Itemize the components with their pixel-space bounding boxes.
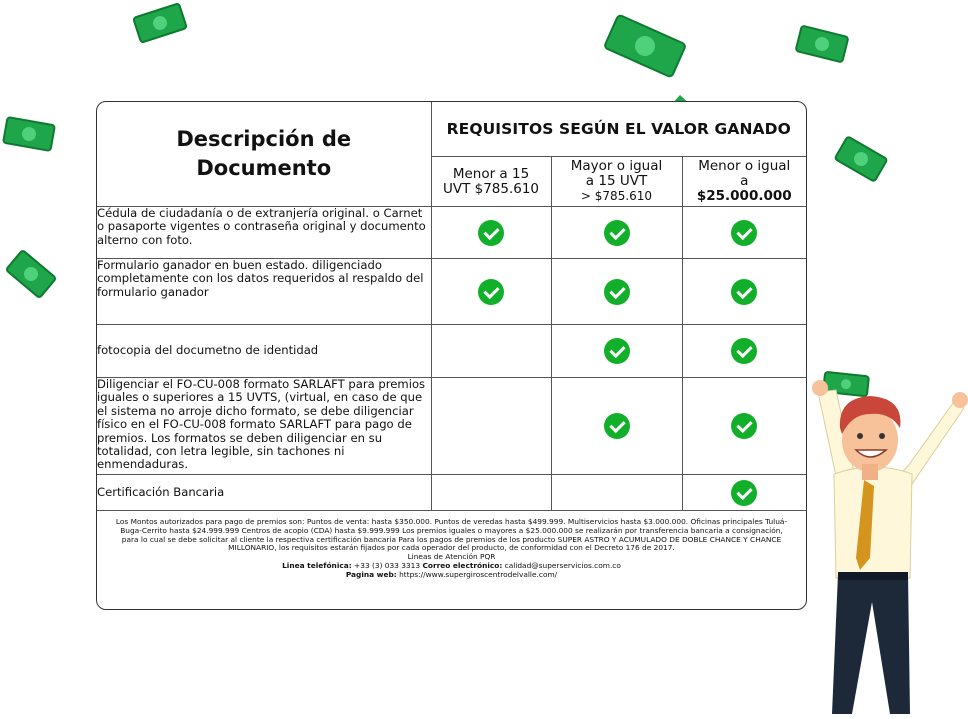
- footer-contact-line: Linea telefónica: +33 (3) 033 3313 Correo electrónico: calidad@superservicios.com.co: [282, 560, 621, 570]
- money-bill-icon: [130, 2, 190, 44]
- check-cell: [431, 207, 551, 259]
- money-bill-icon: [0, 112, 58, 156]
- check-circle-icon: [604, 220, 630, 246]
- check-circle-icon: [478, 220, 504, 246]
- table-row: [97, 378, 806, 475]
- column-header-mayor-15-uvt: Mayor o igual a 15 UVT > $785.610: [551, 157, 682, 207]
- check-circle-icon: [604, 279, 630, 305]
- check-cell: [682, 207, 806, 259]
- check-circle-icon: [731, 220, 757, 246]
- happy-man-illustration: [800, 368, 968, 719]
- column-header-menor-15-uvt: Menor a 15 UVT $785.610: [431, 157, 551, 207]
- check-cell: [551, 207, 682, 259]
- check-circle-icon: [604, 413, 630, 439]
- check-cell: [431, 475, 551, 511]
- requirements-card: [96, 101, 807, 610]
- row-description: Formulario ganador en buen estado. diligenciado completamente con los datos requeridos al respaldo del formulario ganador: [97, 259, 431, 325]
- row-description: Certificación Bancaria: [97, 475, 431, 511]
- table-row: [97, 475, 806, 511]
- check-cell: [551, 259, 682, 325]
- check-circle-icon: [604, 338, 630, 364]
- description-header-line1: Descripción de: [176, 127, 352, 151]
- money-bill-icon: [600, 14, 690, 78]
- check-cell: [431, 325, 551, 378]
- description-header: [97, 102, 431, 207]
- requirements-title: REQUISITOS SEGÚN EL VALOR GANADO: [431, 102, 806, 157]
- check-cell: [551, 325, 682, 378]
- check-cell: [682, 259, 806, 325]
- row-description: Cédula de ciudadanía o de extranjería original. o Carnet o pasaporte vigentes o contraseña original y documento alterno con foto.: [97, 207, 431, 259]
- check-cell: [682, 475, 806, 511]
- email-link[interactable]: calidad@superservicios.com.co: [504, 560, 621, 570]
- money-bill-icon: [834, 136, 888, 182]
- footer-notes: [97, 511, 806, 580]
- check-cell: [551, 378, 682, 475]
- table-row: [97, 259, 806, 325]
- check-cell: [551, 475, 682, 511]
- check-cell: [431, 259, 551, 325]
- check-cell: [682, 378, 806, 475]
- row-description: fotocopia del documetno de identidad: [97, 325, 431, 378]
- table-row: [97, 207, 806, 259]
- check-cell: [682, 325, 806, 378]
- column-header-menor-25-millones: Menor o igual a $25.000.000: [682, 157, 806, 207]
- check-circle-icon: [731, 480, 757, 506]
- table-row: [97, 325, 806, 378]
- check-circle-icon: [731, 279, 757, 305]
- check-circle-icon: [731, 413, 757, 439]
- check-circle-icon: [478, 279, 504, 305]
- requirements-table: [97, 102, 806, 511]
- footer-montos: Los Montos autorizados para pago de premios son: Puntos de venta: hasta $350.000. Puntos de veredas hasta $499.999. Multiservicios hasta $3.000.000. Oficinas principales Tuluá-Buga-Cerrito hasta $24.999.999 Centros de acopio (CDA) hasta $9.999.999 Los premios iguales o mayores a $25.000.000 se realizarán por transferencia bancaria a consignación, para lo cual se debe solicitar al cliente la respectiva certificación bancaria Para los pagos de premios de los producto SUPER ASTRO Y ACUMULADO DE DOBLE CHANCE Y CHANCE MILLONARIO, los requisitos estarán fijados por cada operador del producto, de conformidad con el Decreto 176 de 2017.: [115, 517, 788, 553]
- footer-web-line: Pagina web: https://www.supergiroscentrodelvalle.com/: [345, 569, 558, 579]
- check-circle-icon: [731, 338, 757, 364]
- money-bill-icon: [6, 250, 56, 298]
- website-link[interactable]: https://www.supergiroscentrodelvalle.com/: [399, 569, 558, 579]
- description-header-line2: Documento: [196, 156, 332, 180]
- footer-pqr-title: Lineas de Atención PQR: [407, 552, 496, 562]
- row-description: Diligenciar el FO-CU-008 formato SARLAFT para premios iguales o superiores a 15 UVTS, (virtual, en caso de que el sistema no arroje dicho formato, se debe diligenciar físico en el FO-CU-008 formato SARLAFT para pago de premios. Los formatos se deben diligenciar en su totalidad, con letra legible, sin tachones ni enmendaduras.: [97, 378, 431, 475]
- check-cell: [431, 378, 551, 475]
- phone-number[interactable]: +33 (3) 033 3313: [354, 560, 421, 570]
- money-bill-icon: [792, 22, 852, 66]
